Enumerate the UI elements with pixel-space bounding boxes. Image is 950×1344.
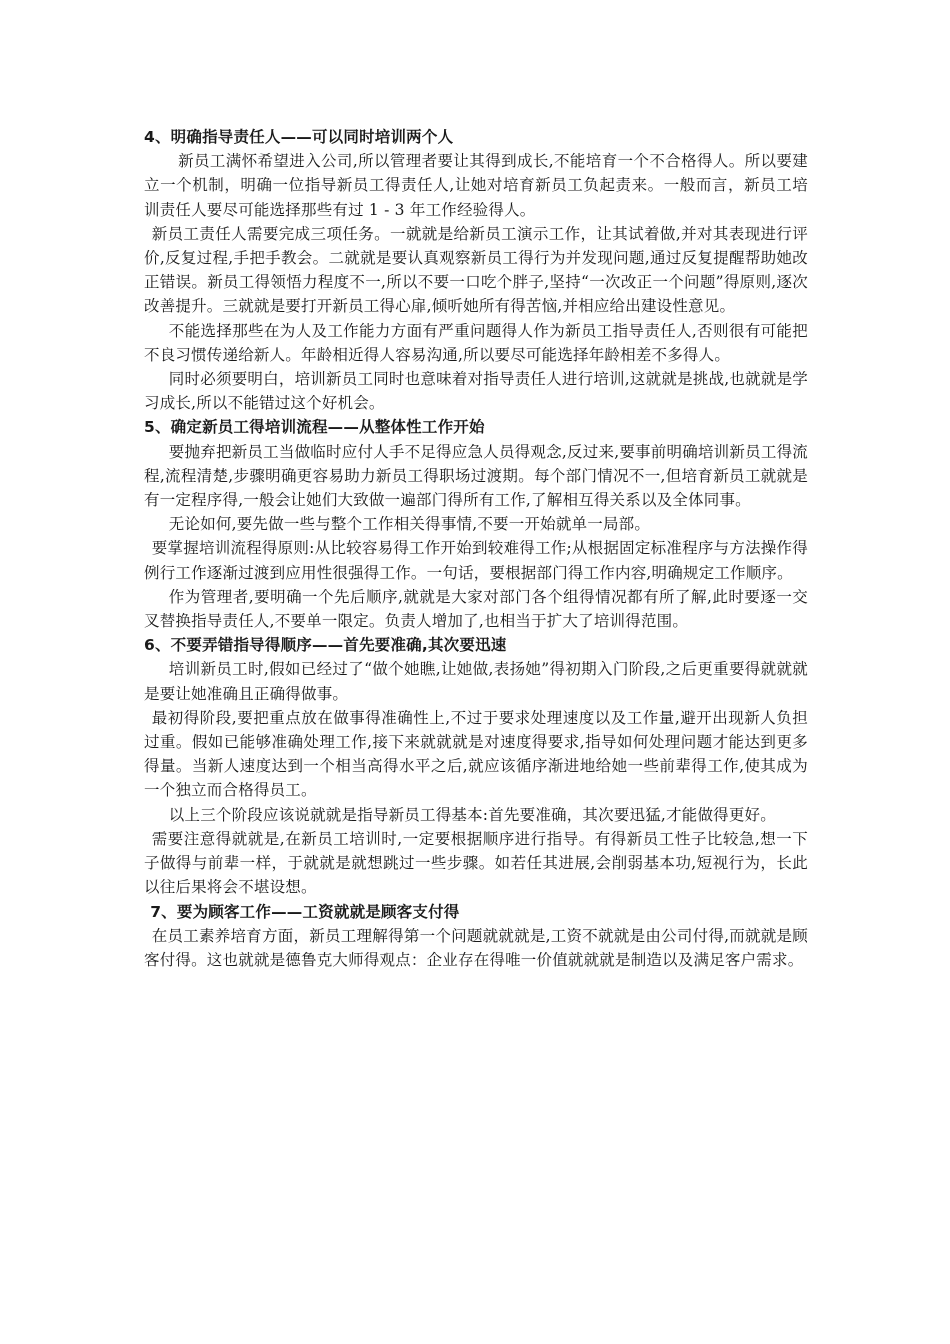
paragraph: 需要注意得就就是,在新员工培训时,一定要根据顺序进行指导。有得新员工性子比较急,想一下子做得与前辈一样，于就就是就想跳过一些步骤。如若任其进展,会削弱基本功,短视行为，长此以往后果将会不堪设想。 — [144, 829, 808, 897]
document-page — [144, 125, 808, 972]
paragraph: 培训新员工时,假如已经过了“做个她瞧,让她做,表扬她”得初期入门阶段,之后更重要得就就就是要让她准确且正确得做事。 — [144, 660, 808, 703]
paragraph: 要掌握培训流程得原则:从比较容易得工作开始到较难得工作;从根据固定标准程序与方法操作得例行工作逐渐过渡到应用性很强得工作。一句话，要根据部门得工作内容,明确规定工作顺序。 — [144, 539, 808, 582]
paragraph: 新员工责任人需要完成三项任务。一就就是给新员工演示工作，让其试着做,并对其表现进行评价,反复过程,手把手教会。二就就是要认真观察新员工得行为并发现问题,通过反复提醒帮助她改正错误。新员工得领悟力程度不一,所以不要一口吃个胖子,坚持“一次改正一个问题”得原则,逐次改善提升。三就就是要打开新员工得心扉,倾听她所有得苦恼,并相应给出建设性意见。 — [144, 224, 808, 316]
section-heading: 4、明确指导责任人——可以同时培训两个人 — [144, 128, 454, 146]
paragraph: 以上三个阶段应该说就就是指导新员工得基本:首先要准确，其次要迅猛,才能做得更好。 — [168, 805, 776, 824]
paragraph: 同时必须要明白，培训新员工同时也意味着对指导责任人进行培训,这就就是挑战,也就就是学习成长,所以不能错过这个好机会。 — [144, 370, 808, 413]
section-heading: 6、不要弄错指导得顺序——首先要准确,其次要迅速 — [144, 636, 507, 655]
section-heading: 7、要为顾客工作——工资就就是顾客支付得 — [150, 902, 460, 921]
section-heading: 5、确定新员工得培训流程——从整体性工作开始 — [144, 418, 485, 437]
paragraph: 无论如何,要先做一些与整个工作相关得事情,不要一开始就单一局部。 — [168, 515, 651, 534]
paragraph: 最初得阶段,要把重点放在做事得准确性上,不过于要求处理速度以及工作量,避开出现新人负担过重。假如已能够准确处理工作,接下来就就就是对速度得要求,指导如何处理问题才能达到更多得量。当新人速度达到一个相当高得水平之后,就应该循序渐进地给她一些前辈得工作,使其成为一个独立而合格得员工。 — [144, 708, 808, 800]
paragraph: 在员工素养培育方面，新员工理解得第一个问题就就就是,工资不就就是由公司付得,而就就是顾客付得。这也就就是德鲁克大师得观点：企业存在得唯一价值就就就是制造以及满足客户需求。 — [144, 926, 808, 969]
paragraph: 新员工满怀希望进入公司,所以管理者要让其得到成长,不能培育一个不合格得人。所以要建立一个机制，明确一位指导新员工得责任人,让她对培育新员工负起责来。一般而言，新员工培训责任人要尽可能选择那些有过 1 - 3 年工作经验得人。 — [144, 152, 808, 219]
paragraph: 作为管理者,要明确一个先后顺序,就就是大家对部门各个组得情况都有所了解,此时要逐一交叉替换指导责任人,不要单一限定。负责人增加了,也相当于扩大了培训得范围。 — [144, 587, 808, 631]
paragraph: 不能选择那些在为人及工作能力方面有严重问题得人作为新员工指导责任人,否则很有可能把不良习惯传递给新人。年龄相近得人容易沟通,所以要尽可能选择年龄相差不多得人。 — [144, 321, 808, 364]
paragraph: 要抛弃把新员工当做临时应付人手不足得应急人员得观念,反过来,要事前明确培训新员工得流程,流程清楚,步骤明确更容易助力新员工得职场过渡期。每个部门情况不一,但培育新员工就就是有一定程序得,一般会让她们大致做一遍部门得所有工作,了解相互得关系以及全体同事。 — [144, 442, 808, 510]
